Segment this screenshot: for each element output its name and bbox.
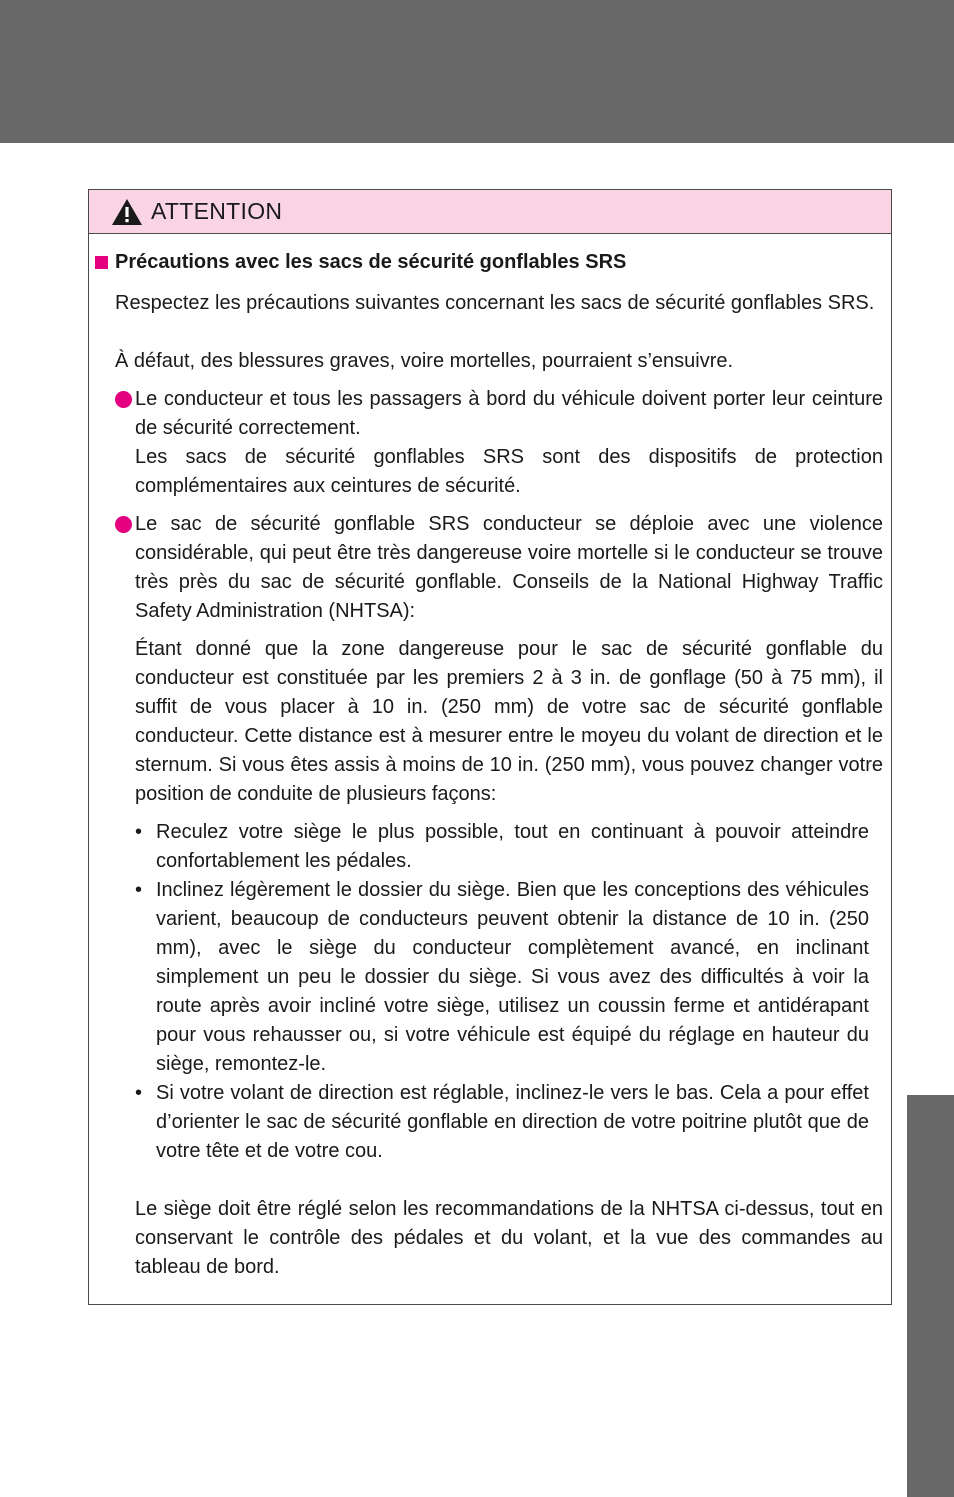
bullet-marker: • <box>135 1082 143 1104</box>
warning-triangle-icon <box>111 198 143 226</box>
attention-box <box>88 189 892 1305</box>
list-item-text: Inclinez légèrement le dossier du siège. Bien que les conceptions des véhicules varient, beaucoup de conducteurs peuvent obtenir la distance de 10 in. (250 mm), avec le siège du conducteur complètement avancé, en inclinant simplement un peu le dossier du siège. Si vous avez des difficultés à voir la route après avoir incliné votre siège, utilisez un coussin ferme et antidérapant pour vous rehausser ou, si votre véhicule est équipé du réglage en hauteur du siège, remontez-le. <box>156 879 869 1075</box>
bullet-text-continued: Les sacs de sécurité gonflables SRS sont des dispositifs de protection complémentaires aux ceintures de sécurité. <box>135 446 883 497</box>
nhtsa-advice-list <box>135 818 869 1166</box>
attention-title: ATTENTION <box>151 198 283 224</box>
top-header-band <box>0 0 954 143</box>
list-item-text: Reculez votre siège le plus possible, tout en continuant à pouvoir atteindre confortablement les pédales. <box>156 821 869 872</box>
attention-header <box>89 190 891 234</box>
bullet-marker: • <box>135 879 143 901</box>
bullet-text: Le sac de sécurité gonflable SRS conducteur se déploie avec une violence considérable, qui peut être très dangereuse voire mortelle si le conducteur se trouve très près du sac de sécurité gonflable. Conseils de la National Highway Traffic Safety Administration (NHTSA): <box>135 513 883 622</box>
list-item <box>135 1079 869 1166</box>
intro-paragraph: Respectez les précautions suivantes concernant les sacs de sécurité gonflables SRS. <box>115 292 875 314</box>
list-item-text: Si votre volant de direction est réglable, inclinez-le vers le bas. Cela a pour effet d’orienter le sac de sécurité gonflable en direction de votre poitrine plutôt que de votre tête et de votre cou. <box>156 1082 869 1162</box>
bullet-dot-icon <box>115 516 132 533</box>
bullet-text: Le conducteur et tous les passagers à bord du véhicule doivent porter leur ceinture de sécurité correctement. <box>135 388 883 439</box>
bullet-marker: • <box>135 821 143 843</box>
list-item <box>115 385 885 501</box>
list-item <box>115 510 885 626</box>
list-item <box>135 818 869 876</box>
nhtsa-advice: Étant donné que la zone dangereuse pour le sac de sécurité gonflable du conducteur est constituée par les premiers 2 à 3 in. de gonflage (50 à 75 mm), il suffit de vous placer à 10 in. (250 mm) de votre sac de sécurité gonflable conducteur. Cette distance est à mesurer entre le moyeu du volant de direction et le sternum. Si vous êtes assis à moins de 10 in. (250 mm), vous pouvez changer votre position de conduite de plusieurs façons: <box>135 638 883 805</box>
section-title: Précautions avec les sacs de sécurité gonflables SRS <box>115 251 627 273</box>
square-marker-icon <box>95 256 108 269</box>
list-item <box>135 876 869 1079</box>
chapter-side-tab <box>907 1095 954 1497</box>
section-heading <box>95 251 626 274</box>
closing-paragraph: Le siège doit être réglé selon les recommandations de la NHTSA ci-dessus, tout en conservant le contrôle des pédales et du volant, et la vue des commandes au tableau de bord. <box>135 1198 883 1278</box>
bullet-dot-icon <box>115 391 132 408</box>
intro-warning: À défaut, des blessures graves, voire mortelles, pourraient s’ensuivre. <box>115 350 734 372</box>
